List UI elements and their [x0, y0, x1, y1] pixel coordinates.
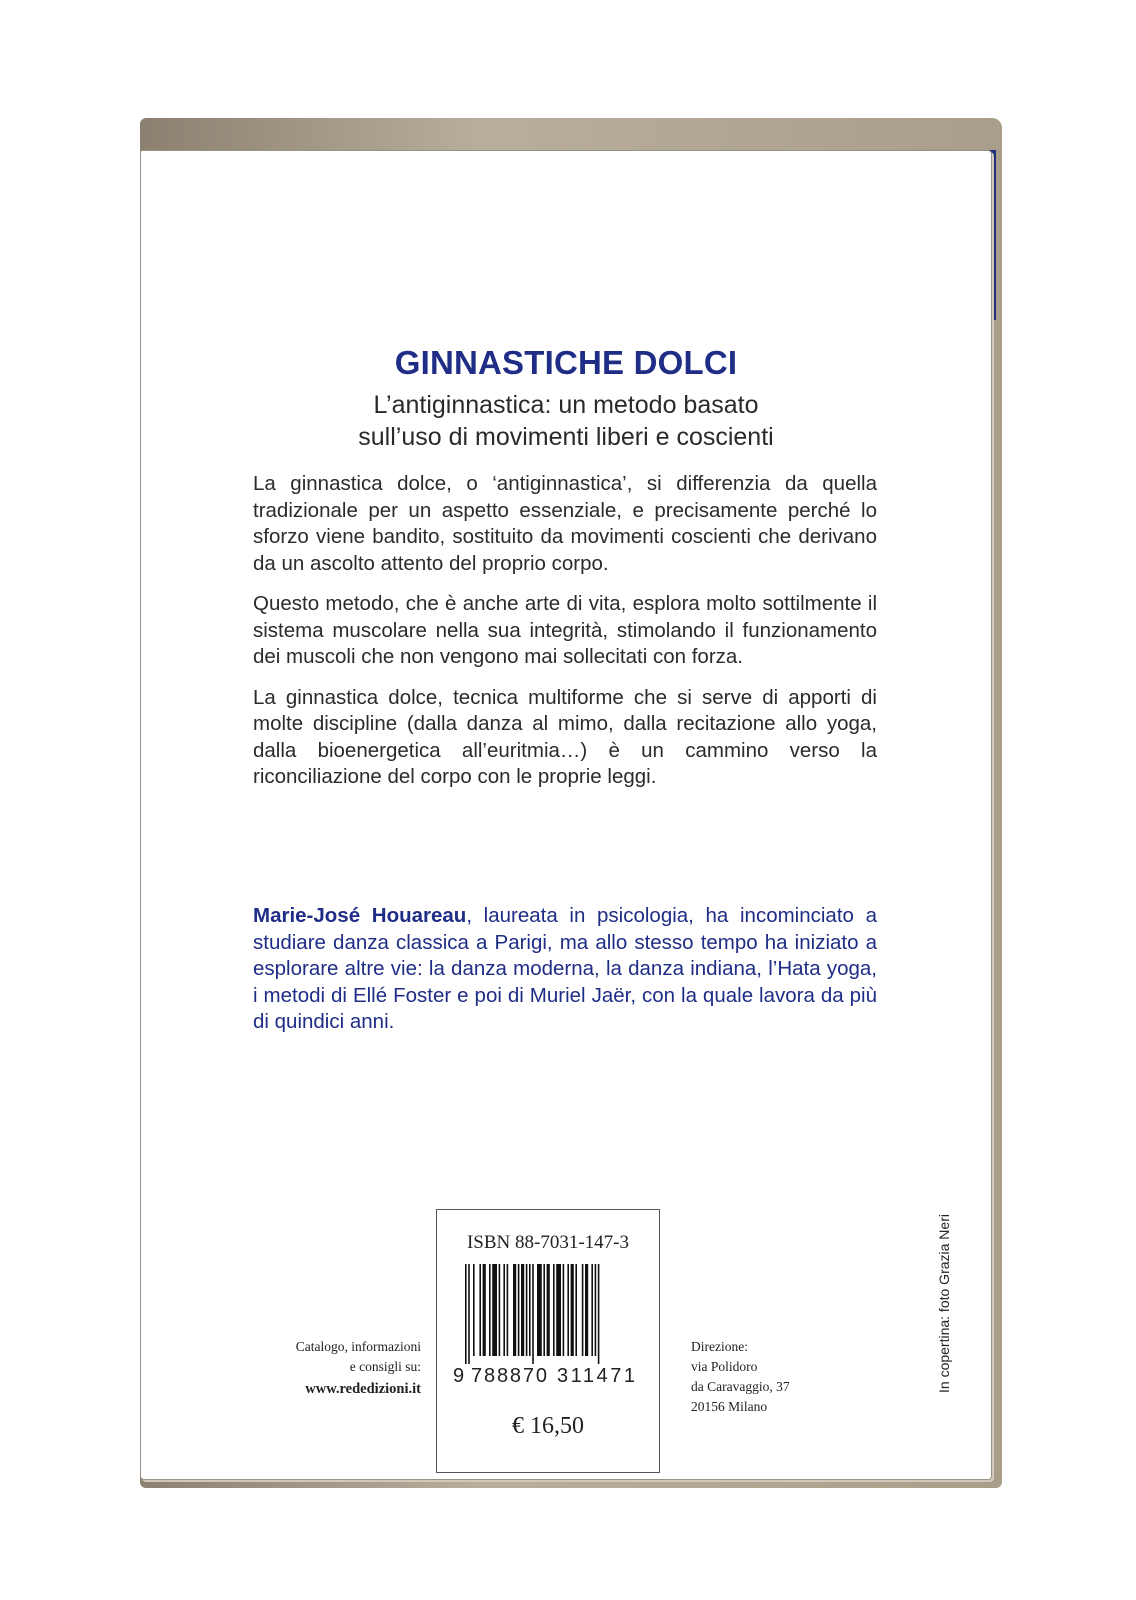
- barcode-bar: [585, 1264, 588, 1356]
- barcode-bar: [567, 1264, 569, 1356]
- barcode-bar: [543, 1264, 545, 1356]
- barcode-bar: [489, 1264, 491, 1356]
- barcode-bar: [595, 1264, 597, 1356]
- blurb-paragraph: La ginnastica dolce, o ‘antiginnastica’, si differenzia da quella tradizionale per un aspetto essenziale, e precisamente perché lo sforzo viene bandito, sostituito da movimenti coscienti che derivano da un ascolto attento del proprio corpo.: [253, 472, 877, 575]
- barcode-bars: [465, 1264, 599, 1364]
- barcode-bar: [492, 1264, 497, 1356]
- barcode-bar: [563, 1264, 565, 1356]
- address-line-1: Direzione:: [691, 1339, 748, 1354]
- isbn-number: ISBN 88-7031-147-3: [466, 1232, 630, 1253]
- barcode-bar: [591, 1264, 593, 1356]
- barcode-bar: [503, 1264, 505, 1356]
- barcode-digits-right: 311471: [557, 1365, 635, 1387]
- catalog-info: [241, 1337, 421, 1399]
- address-line-2: via Polidoro: [691, 1359, 758, 1374]
- price: € 16,50: [512, 1413, 584, 1439]
- barcode-bar: [582, 1264, 584, 1356]
- isbn-price-box: [436, 1209, 660, 1473]
- publisher-address: [691, 1337, 861, 1417]
- barcode-bar: [468, 1264, 470, 1364]
- barcode-bar: [537, 1264, 542, 1356]
- barcode-bar: [483, 1264, 486, 1356]
- blurb: [253, 471, 877, 805]
- cover-photo-credit: In copertina: foto Grazia Neri: [936, 1214, 952, 1393]
- barcode-bar: [499, 1264, 501, 1356]
- author-bio: [253, 903, 877, 1036]
- catalog-line-2: e consigli su:: [349, 1359, 421, 1374]
- barcode-bar: [507, 1264, 509, 1356]
- barcode-bar: [532, 1264, 534, 1364]
- barcode-bar: [518, 1264, 520, 1356]
- barcode-bar: [529, 1264, 531, 1356]
- barcode-bar: [571, 1264, 574, 1356]
- blurb-paragraph: La ginnastica dolce, tecnica multiforme che si serve di apporti di molte discipline (dalla danza al mimo, dalla recitazione allo yoga, dalla bioenergetica all’euritmia…) è un cammino verso la riconciliazione del corpo con le proprie leggi.: [253, 685, 877, 788]
- author-bio-text: , laureata in psicologia, ha incominciato a studiare danza classica a Parigi, ma allo stesso tempo ha iniziato a esplorare altre vie: la danza moderna, la danza indiana, l’Hata yoga, i metodi di Ellé Foster e poi di Muriel Jaër, con la quale lavora da più di quindici anni.: [253, 904, 877, 1033]
- book-title: GINNASTICHE DOLCI: [394, 344, 738, 381]
- barcode-bar: [526, 1264, 528, 1356]
- back-cover: [140, 150, 992, 1480]
- catalog-line-1: Catalogo, informazioni: [295, 1339, 421, 1354]
- blurb-paragraph: Questo metodo, che è anche arte di vita, esplora molto sottilmente il sistema muscolare nella sua integrità, stimolando il funzionamento dei muscoli che non vengono mai sollecitati con forza.: [253, 592, 877, 668]
- barcode-bar: [479, 1264, 481, 1356]
- barcode-digits-left: 788870: [471, 1365, 547, 1387]
- barcode-bar: [598, 1264, 600, 1364]
- barcode-bar: [547, 1264, 550, 1356]
- barcode-bar: [553, 1264, 555, 1356]
- barcode-bar: [521, 1264, 524, 1356]
- barcode-bar: [473, 1264, 475, 1356]
- barcode-bar: [556, 1264, 561, 1356]
- barcode-bar: [465, 1264, 467, 1364]
- publisher-website: www.rededizioni.it: [305, 1381, 421, 1397]
- barcode: [451, 1264, 645, 1389]
- barcode-bar: [513, 1264, 516, 1356]
- barcode-bar: [575, 1264, 577, 1356]
- author-name: Marie-José Houareau: [253, 904, 467, 927]
- subtitle-line-2: sull’uso di movimenti liberi e coscienti: [358, 423, 774, 451]
- subtitle-line-1: L’antiginnastica: un metodo basato: [373, 391, 759, 419]
- book-subtitle: [141, 389, 991, 453]
- address-line-4: 20156 Milano: [691, 1399, 768, 1414]
- barcode-digit-first: 9: [453, 1365, 465, 1387]
- address-line-3: da Caravaggio, 37: [691, 1379, 790, 1394]
